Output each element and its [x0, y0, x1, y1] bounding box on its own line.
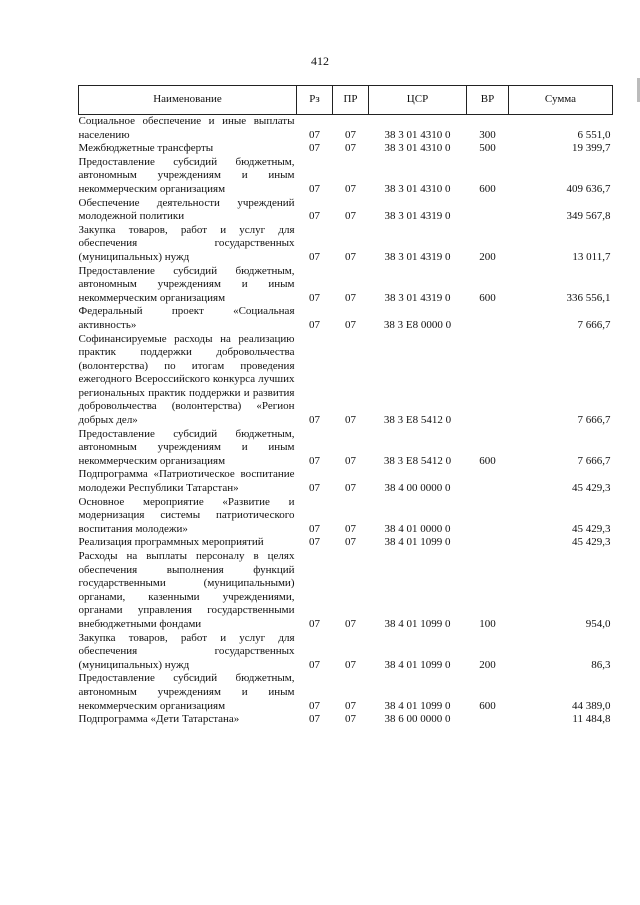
cell-name: Обеспечение деятельности учреждений молодежной политики	[78, 196, 295, 223]
table-row	[79, 224, 613, 265]
cell-pr: 07	[345, 142, 356, 155]
cell-pr: 07	[345, 182, 356, 195]
header-sum: Сумма	[509, 86, 613, 115]
cell-rz: 07	[309, 128, 320, 141]
cell-rz: 07	[309, 522, 320, 535]
cell-sum: 7 666,7	[577, 414, 611, 427]
table-row	[79, 496, 613, 537]
cell-csr: 38 3 01 4310 0	[384, 182, 451, 195]
table-row	[79, 550, 613, 632]
cell-sum: 7 666,7	[577, 454, 611, 467]
cell-csr: 38 4 01 1099 0	[384, 658, 451, 671]
cell-rz: 07	[309, 291, 320, 304]
cell-sum: 6 551,0	[577, 128, 611, 141]
cell-name: Софинансируемые расходы на реализацию практик поддержки добровольчества (волонтерства) по итогам проведения ежегодного Всероссийского конкурса лучших региональных практик поддержки и развития добровольчества (волонтерства) «Регион добрых дел»	[78, 332, 295, 427]
cell-rz: 07	[309, 318, 320, 331]
header-csr: ЦСР	[369, 86, 467, 115]
cell-sum: 13 011,7	[572, 250, 611, 263]
cell-name: Подпрограмма «Дети Татарстана»	[78, 713, 240, 726]
cell-csr: 38 4 01 0000 0	[384, 522, 451, 535]
table-row	[79, 305, 613, 332]
cell-pr: 07	[345, 414, 356, 427]
cell-name: Предоставление субсидий бюджетным, автономным учреждениям и иным некоммерческим организациям	[78, 155, 295, 195]
cell-sum: 86,3	[591, 658, 611, 671]
cell-vr	[467, 468, 509, 495]
table-row	[79, 713, 613, 727]
cell-csr: 38 3 E8 5412 0	[383, 414, 452, 427]
cell-name: Закупка товаров, работ и услуг для обеспечения государственных (муниципальных) нужд	[78, 223, 295, 263]
cell-name: Расходы на выплаты персоналу в целях обеспечения выполнения функций государственными (муниципальными) органами, казенными учреждениями, органами управления государственными внебюджетными фондами	[78, 550, 295, 630]
cell-sum: 409 636,7	[566, 182, 611, 195]
cell-rz: 07	[309, 658, 320, 671]
cell-pr: 07	[345, 536, 356, 549]
cell-rz: 07	[309, 536, 320, 549]
cell-rz: 07	[309, 699, 320, 712]
cell-vr: 600	[479, 454, 496, 467]
cell-pr: 07	[345, 454, 356, 467]
cell-vr: 600	[479, 291, 496, 304]
cell-sum: 954,0	[585, 617, 611, 630]
cell-pr: 07	[345, 617, 356, 630]
cell-pr: 07	[345, 522, 356, 535]
cell-vr: 500	[479, 142, 496, 155]
cell-csr: 38 3 01 4319 0	[384, 291, 451, 304]
table-row	[79, 197, 613, 224]
table-header-row	[79, 86, 613, 115]
table-row	[79, 156, 613, 197]
header-name: Наименование	[79, 86, 297, 115]
cell-vr	[467, 333, 509, 428]
cell-vr	[467, 305, 509, 332]
table-row	[79, 333, 613, 428]
cell-csr: 38 4 00 0000 0	[384, 482, 451, 495]
cell-vr: 200	[479, 250, 496, 263]
cell-pr: 07	[345, 128, 356, 141]
cell-csr: 38 3 E8 0000 0	[383, 318, 452, 331]
cell-rz: 07	[309, 182, 320, 195]
cell-sum: 45 429,3	[572, 482, 611, 495]
cell-name: Межбюджетные трансферты	[78, 142, 214, 155]
cell-sum: 44 389,0	[572, 699, 611, 712]
cell-vr: 100	[479, 617, 496, 630]
cell-pr: 07	[345, 250, 356, 263]
cell-rz: 07	[309, 454, 320, 467]
cell-pr: 07	[345, 482, 356, 495]
cell-sum: 336 556,1	[566, 291, 611, 304]
cell-csr: 38 4 01 1099 0	[384, 617, 451, 630]
cell-vr: 200	[479, 658, 496, 671]
cell-name: Подпрограмма «Патриотическое воспитание молодежи Республики Татарстан»	[78, 468, 295, 495]
table-body	[79, 115, 613, 727]
cell-sum: 11 484,8	[572, 713, 611, 726]
cell-rz: 07	[309, 142, 320, 155]
cell-name: Федеральный проект «Социальная активность»	[78, 305, 295, 331]
cell-csr: 38 3 01 4310 0	[384, 142, 451, 155]
cell-rz: 07	[309, 617, 320, 630]
cell-name: Реализация программных мероприятий	[78, 536, 264, 549]
cell-csr: 38 6 00 0000 0	[384, 713, 451, 726]
cell-vr: 600	[479, 699, 496, 712]
cell-csr: 38 3 01 4319 0	[384, 210, 451, 223]
header-pr: ПР	[333, 86, 369, 115]
cell-vr	[467, 496, 509, 537]
cell-name: Социальное обеспечение и иные выплаты населению	[78, 115, 295, 141]
cell-rz: 07	[309, 414, 320, 427]
cell-vr: 600	[479, 182, 496, 195]
cell-sum: 7 666,7	[577, 318, 611, 331]
cell-sum: 45 429,3	[572, 536, 611, 549]
cell-rz: 07	[309, 713, 320, 726]
cell-name: Предоставление субсидий бюджетным, автономным учреждениям и иным некоммерческим организациям	[78, 264, 295, 304]
cell-pr: 07	[345, 291, 356, 304]
cell-vr	[467, 713, 509, 727]
cell-rz: 07	[309, 210, 320, 223]
cell-vr	[467, 197, 509, 224]
page-number: 412	[311, 54, 329, 68]
table-row	[79, 536, 613, 550]
cell-pr: 07	[345, 658, 356, 671]
cell-name: Предоставление субсидий бюджетным, автономным учреждениям и иным некоммерческим организациям	[78, 672, 295, 712]
cell-vr: 300	[479, 128, 496, 141]
table-row	[79, 265, 613, 306]
cell-csr: 38 3 01 4310 0	[384, 128, 451, 141]
header-rz: Рз	[297, 86, 333, 115]
budget-table	[78, 85, 613, 727]
header-vr: ВР	[467, 86, 509, 115]
cell-sum: 19 399,7	[572, 142, 611, 155]
cell-csr: 38 3 01 4319 0	[384, 250, 451, 263]
cell-name: Предоставление субсидий бюджетным, автономным учреждениям и иным некоммерческим организациям	[78, 427, 295, 467]
cell-pr: 07	[345, 318, 356, 331]
cell-csr: 38 4 01 1099 0	[384, 699, 451, 712]
cell-pr: 07	[345, 713, 356, 726]
table-row	[79, 142, 613, 156]
cell-sum: 349 567,8	[566, 210, 611, 223]
cell-name: Основное мероприятие «Развитие и модернизация системы патриотического воспитания молодежи»	[78, 495, 295, 535]
cell-vr	[467, 536, 509, 550]
cell-sum: 45 429,3	[572, 522, 611, 535]
table-row	[79, 115, 613, 143]
cell-rz: 07	[309, 482, 320, 495]
cell-csr: 38 3 E8 5412 0	[383, 454, 452, 467]
cell-pr: 07	[345, 210, 356, 223]
table-row	[79, 672, 613, 713]
table-row	[79, 428, 613, 469]
cell-csr: 38 4 01 1099 0	[384, 536, 451, 549]
cell-pr: 07	[345, 699, 356, 712]
cell-name: Закупка товаров, работ и услуг для обеспечения государственных (муниципальных) нужд	[78, 631, 295, 671]
table-row	[79, 468, 613, 495]
cell-rz: 07	[309, 250, 320, 263]
table-row	[79, 632, 613, 673]
